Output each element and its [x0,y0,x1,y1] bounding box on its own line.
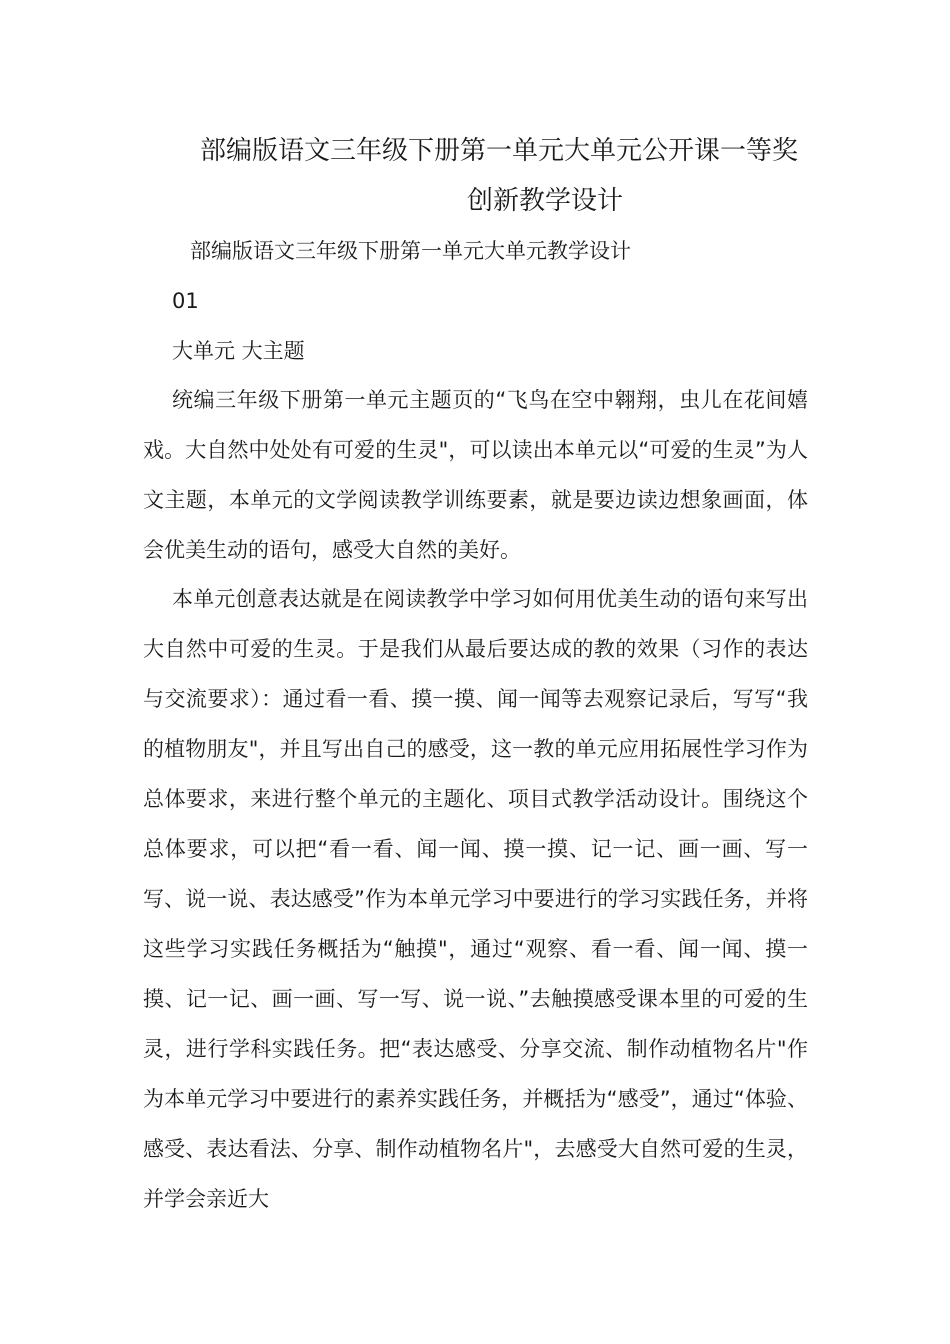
document-title-line-1: 部编版语文三年级下册第一单元大单元公开课一等奖 [200,136,799,166]
section-heading: 大单元 大主题 [172,339,305,363]
section-number: 01 [172,289,199,313]
document-title-line-2: 创新教学设计 [466,186,623,216]
body-paragraph-2: 本单元创意表达就是在阅读教学中学习如何用优美生动的语句来写出大自然中可爱的生灵。于是我们从最后要达成的教的效果（习作的表达与交流要求）：通过看一看、摸一摸、闻一闻等去观察记录后，写写“我的植物朋友"，并且写出自己的感受，这一教的单元应用拓展性学习作为总体要求，来进行整个单元的主题化、项目式教学活动设计。围绕这个总体要求，可以把“看一看、闻一闻、摸一摸、记一记、画一画、写一写、说一说、表达感受”作为本单元学习中要进行的学习实践任务，并将这些学习实践任务概括为“触摸"，通过“观察、看一看、闻一闻、摸一摸、记一记、画一画、写一写、说一说、”去触摸感受课本里的可爱的生灵，进行学科实践任务。把“表达感受、分享交流、制作动植物名片"作为本单元学习中要进行的素养实践任务，并概括为“感受”，通过“体验、感受、表达看法、分享、制作动植物名片"，去感受大自然可爱的生灵，并学会亲近大 [143,587,808,1211]
document-subtitle: 部编版语文三年级下册第一单元大单元教学设计 [190,239,631,263]
body-paragraph-1: 统编三年级下册第一单元主题页的“飞鸟在空中翱翔，虫儿在花间嬉戏。大自然中处处有可爱的生灵"，可以读出本单元以“可爱的生灵”为人文主题，本单元的文学阅读教学训练要素，就是要边读边想象画面，体会优美生动的语句，感受大自然的美好。 [143,388,808,562]
